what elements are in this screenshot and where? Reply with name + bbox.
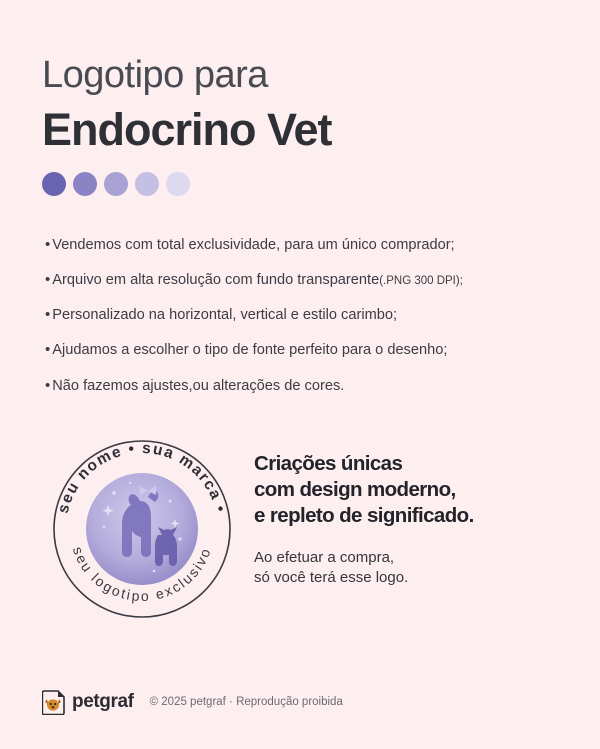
title-block <box>42 0 558 156</box>
brand-name: petgraf <box>72 691 134 712</box>
bullet-dot-icon: • <box>45 341 51 359</box>
bullet-dot-icon: • <box>45 235 51 253</box>
subtext-line-2: só você terá esse logo. <box>254 568 409 586</box>
headline-line-3: e repleto de significado. <box>254 504 474 528</box>
list-item <box>45 341 558 359</box>
stamp-text-top: seu nome • sua marca • <box>54 439 230 515</box>
list-item-label: Arquivo em alta resolução com fundo transparente <box>52 271 380 288</box>
list-item-label: Não fazemos ajustes,ou alterações de cores. <box>52 377 345 394</box>
footer <box>42 689 558 715</box>
brand-logo <box>42 689 134 715</box>
list-item-label: Ajudamos a escolher o tipo de fonte perfeito para o desenho; <box>52 342 448 359</box>
copyright-text: © 2025 petgraf · Reprodução proibida <box>149 696 343 708</box>
list-item-note: (.PNG 300 DPI); <box>379 274 463 287</box>
list-item <box>45 236 558 254</box>
headline <box>254 451 474 530</box>
palette-swatch-2 <box>73 172 97 196</box>
bullet-dot-icon: • <box>45 376 51 394</box>
bullet-dot-icon: • <box>45 270 51 288</box>
feature-list <box>42 236 558 395</box>
palette-swatch-3 <box>104 172 128 196</box>
headline-line-1: Criações únicas <box>254 451 403 475</box>
list-item <box>45 271 558 289</box>
palette-swatch-4 <box>135 172 159 196</box>
copy-block <box>254 431 474 588</box>
list-item <box>45 377 558 395</box>
petgraf-dog-logo-icon <box>42 689 66 715</box>
list-item-label: Vendemos com total exclusividade, para um único comprador; <box>52 236 455 253</box>
palette-swatch-5 <box>166 172 190 196</box>
headline-line-2: com design moderno, <box>254 478 456 502</box>
list-item-label: Personalizado na horizontal, vertical e estilo carimbo; <box>52 307 398 324</box>
circular-stamp <box>44 431 240 627</box>
color-palette <box>42 172 558 196</box>
stamp-and-copy-section <box>42 431 558 627</box>
subtext <box>254 548 474 589</box>
bullet-dot-icon: • <box>45 306 51 324</box>
stamp-text-bottom: seu logotipo exclusivo <box>69 544 215 604</box>
palette-swatch-1 <box>42 172 66 196</box>
page-title: Endocrino Vet <box>42 103 332 155</box>
subtext-line-1: Ao efetuar a compra, <box>254 548 395 566</box>
page-subtitle: Logotipo para <box>42 54 268 96</box>
list-item <box>45 306 558 324</box>
